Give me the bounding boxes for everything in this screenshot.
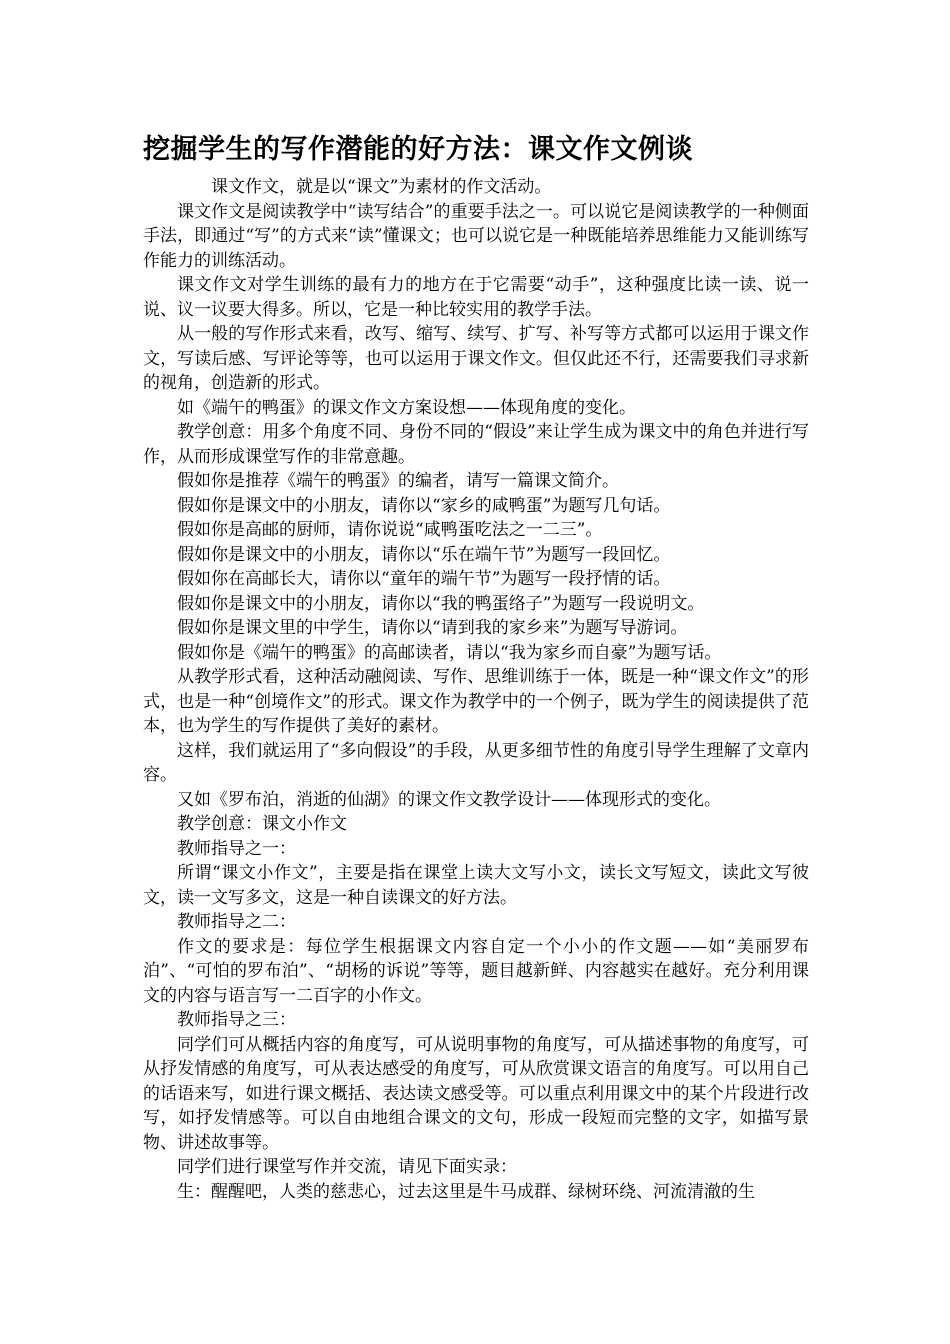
paragraph: 从一般的写作形式来看，改写、缩写、续写、扩写、补写等方式都可以运用于课文作文，写读后感、写评论等等，也可以运用于课文作文。但仅此还不行，还需要我们寻求新的视角，创造新的形式。 [143,324,809,393]
paragraph: 课文作文是阅读教学中“读写结合”的重要手法之一。可以说它是阅读教学的一种侧面手法，即通过“写”的方式来“读”懂课文；也可以说它是一种既能培养思维能力又能训练写作能力的训练活动。 [143,201,809,271]
paragraph: 假如你是课文中的小朋友，请你以“我的鸭蛋络子”为题写一段说明文。 [177,593,705,614]
paragraph: 教师指导之三： [177,1010,296,1030]
paragraph: 又如《罗布泊，消逝的仙湖》的课文作文教学设计——体现形式的变化。 [177,789,721,810]
paragraph: 所谓“课文小作文”，主要是指在课堂上读大文写小文，读长文写短文，读此文写彼文，读一文写多文，这是一种自读课文的好方法。 [143,863,809,908]
paragraph: 假如你是课文中的小朋友，请你以“家乡的咸鸭蛋”为题写几句话。 [177,495,671,516]
paragraph: 这样，我们就运用了“多向假设”的手段，从更多细节性的角度引导学生理解了文章内容。 [143,740,809,785]
paragraph: 假如你在高邮长大，请你以“童年的端午节”为题写一段抒情的话。 [177,569,671,589]
paragraph: 假如你是《端午的鸭蛋》的高邮读者，请以“我为家乡而自豪”为题写话。 [177,642,722,663]
paragraph: 同学们进行课堂写作并交流，请见下面实录： [177,1157,517,1177]
paragraph: 如《端午的鸭蛋》的课文作文方案设想——体现角度的变化。 [177,397,636,418]
paragraph: 假如你是课文里的中学生，请你以“请到我的家乡来”为题写导游词。 [177,618,688,638]
document-body [143,175,809,1204]
paragraph: 假如你是课文中的小朋友，请你以“乐在端午节”为题写一段回忆。 [177,544,671,565]
paragraph: 同学们可从概括内容的角度写，可从说明事物的角度写，可从描述事物的角度写，可从抒发情感的角度写，可从表达感受的角度写，可从欣赏课文语言的角度写。可以用自己的话语来写，如进行课文概括、表达读文感受等。可以重点利用课文中的某个片段进行改写，如抒发情感等。可以自由地组合课文的文句，形成一段短而完整的文字，如描写景物、讲述故事等。 [143,1034,809,1153]
paragraph: 课文作文对学生训练的最有力的地方在于它需要“动手”，这种强度比读一读、说一说、议一议要大得多。所以，它是一种比较实用的教学手法。 [143,275,809,320]
paragraph: 教师指导之一： [177,838,296,859]
paragraph: 教师指导之二： [177,912,296,932]
paragraph: 生：醒醒吧，人类的慈悲心，过去这里是牛马成群、绿树环绕、河流清澈的生 [177,1181,755,1202]
paragraph: 教学创意：课文小作文 [177,814,347,834]
paragraph: 假如你是高邮的厨师，请你说说“咸鸭蛋吃法之一二三”。 [177,520,603,540]
paragraph: 作文的要求是：每位学生根据课文内容自定一个小小的作文题——如“美丽罗布泊”、“可怕的罗布泊”、“胡杨的诉说”等等，题目越新鲜、内容越实在越好。充分利用课文的内容与语言写一二百字的小作文。 [143,936,809,1006]
paragraph: 假如你是推荐《端午的鸭蛋》的编者，请写一篇课文简介。 [177,471,619,491]
paragraph: 教学创意：用多个角度不同、身份不同的“假设”来让学生成为课文中的角色并进行写作，从而形成课堂写作的非常意趣。 [143,422,809,467]
document-title: 挖掘学生的写作潜能的好方法：课文作文例谈 [143,134,693,165]
paragraph: 从教学形式看，这种活动融阅读、写作、思维训练于一体，既是一种“课文作文”的形式，也是一种“创境作文”的形式。课文作为教学中的一个例子，既为学生的阅读提供了范本，也为学生的写作提供了美好的素材。 [143,667,809,736]
paragraph: 课文作文，就是以“课文”为素材的作文活动。 [211,177,552,197]
